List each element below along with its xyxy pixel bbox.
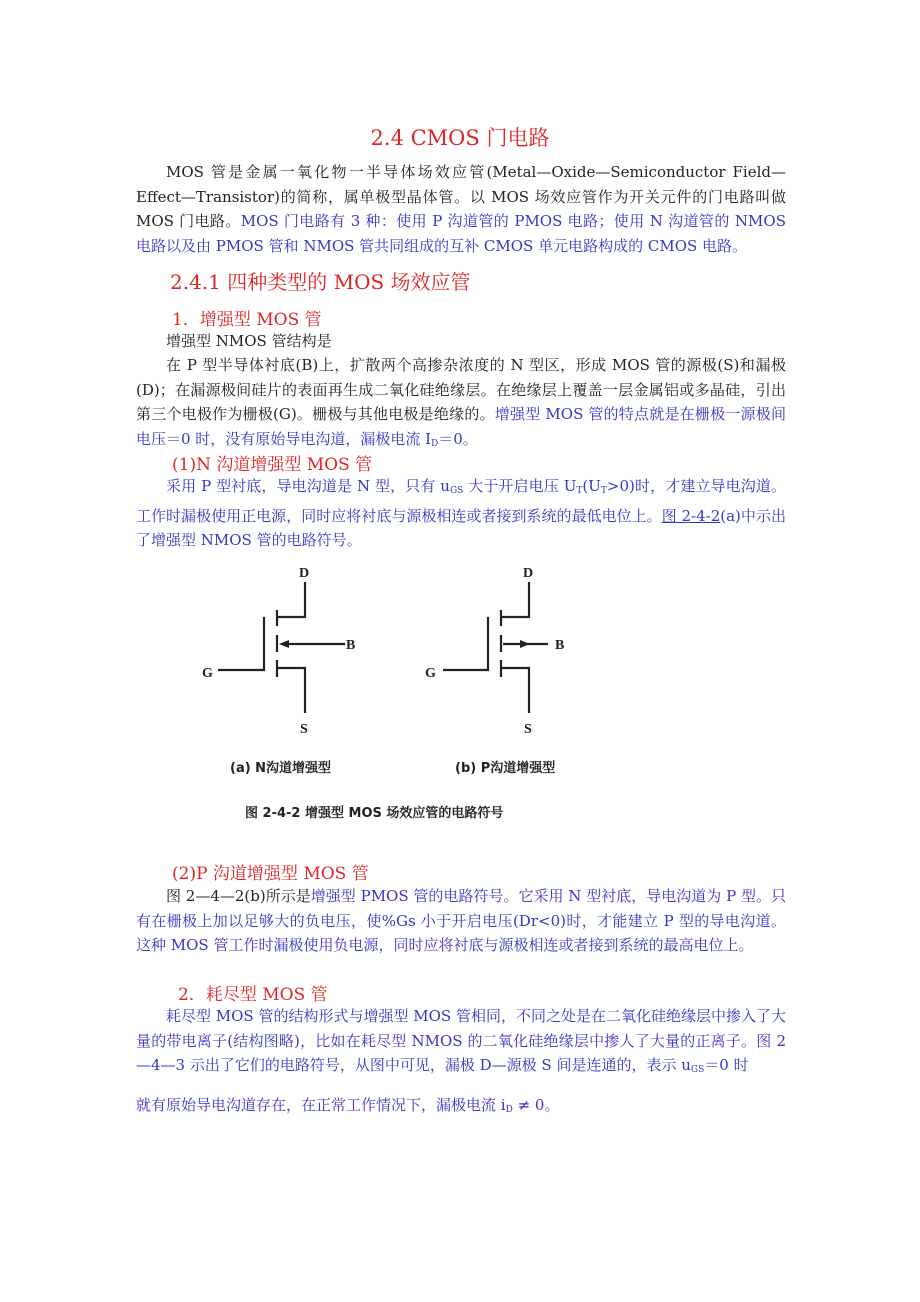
enh-highlight-end: ＝0。 bbox=[438, 429, 478, 448]
drain-lead bbox=[277, 582, 305, 617]
drain-lead bbox=[501, 582, 529, 617]
highlight: 增强型 PMOS 管的电路符号。它采用 N 型衬底，导电沟道为 P 型。只有在栅极上加以足够大的负电压，使%Gs 小于开启电压(Dr<0)时，才能建立 P 型的导电沟道。这种 MOS 管工作时漏极使用负电源，同时应将衬底与源极相连或者接到系统的最高电位上。 bbox=[136, 887, 786, 954]
text: 就有原始导电沟道存在，在正常工作情况下，漏极电流 i bbox=[136, 1096, 506, 1114]
dep-paragraph bbox=[136, 1004, 786, 1083]
label-s: S bbox=[300, 722, 308, 737]
label-b: B bbox=[346, 638, 356, 653]
text: 大于开启电压 U bbox=[463, 477, 577, 495]
intro-text: MOS 管是金属一氧化物一半导体场效应管(Metal—Oxide—Semiconductor Field—Effect—Transistor)的简称，属单极型晶体管。以 MOS 场效应管作为开关元件的门电路叫做 MOS 门电路。 bbox=[136, 163, 786, 230]
source-lead bbox=[277, 668, 305, 713]
label-g: G bbox=[425, 666, 436, 681]
caption-b: (b) P沟道增强型 bbox=[455, 761, 556, 776]
arrow-out-icon bbox=[520, 640, 530, 648]
text: (a)中示出了增强型 NMOS 管的电路符号。 bbox=[136, 506, 786, 549]
source-lead bbox=[501, 668, 529, 713]
subscript: GS bbox=[449, 486, 464, 496]
text: ＝0 时 bbox=[704, 1056, 749, 1074]
subscript: T bbox=[600, 486, 607, 496]
section-heading-2-4-1: 2.4.1 四种类型的 MOS 场效应管 bbox=[170, 270, 471, 294]
label-d: D bbox=[299, 566, 310, 581]
heading-depletion-mos: 2．耗尽型 MOS 管 bbox=[178, 985, 328, 1005]
enh-highlight-text: 增强型 MOS 管的特点就是在栅极一源极间电压＝0 时，没有原始导电沟道，漏极电流 I bbox=[136, 405, 786, 448]
label-d: D bbox=[523, 566, 534, 581]
subscript: T bbox=[576, 486, 583, 496]
text: 采用 P 型衬底，导电沟道是 N 型，只有 u bbox=[166, 477, 450, 495]
subscript: D bbox=[505, 1105, 513, 1115]
enh-text: 在 P 型半导体衬底(B)上，扩散两个高掺杂浓度的 N 型区，形成 MOS 管的源极(S)和漏极(D)；在漏源极间硅片的表面再生成二氧化硅绝缘层。在绝缘层上覆盖一层金属铝或多晶硅，引出第三个电极作为栅极(G)。栅极与其他电极是绝缘的。 bbox=[136, 356, 786, 423]
enh-structure-line: 增强型 NMOS 管结构是 bbox=[166, 332, 332, 350]
pchan-paragraph bbox=[136, 884, 786, 958]
text: 图 2—4—2(b)所示是 bbox=[166, 887, 311, 905]
gate-lead bbox=[218, 617, 264, 670]
text: ≠ 0。 bbox=[512, 1096, 560, 1114]
page-title: 2.4 CMOS 门电路 bbox=[370, 126, 550, 150]
subscript: GS bbox=[690, 1065, 705, 1075]
label-b: B bbox=[555, 638, 565, 653]
heading-enhancement-mos: 1．增强型 MOS 管 bbox=[172, 310, 322, 330]
intro-highlight: MOS 门电路有 3 种：使用 P 沟道管的 PMOS 电路；使用 N 沟道管的 NMOS 电路以及由 PMOS 管和 NMOS 管共同组成的互补 CMOS 单元电路构成的 CMOS 电路。 bbox=[136, 212, 786, 255]
heading-p-channel: (2)P 沟道增强型 MOS 管 bbox=[172, 864, 369, 884]
gate-lead bbox=[443, 617, 488, 670]
label-s: S bbox=[524, 722, 532, 737]
figure-caption: 图 2-4-2 增强型 MOS 场效应管的电路符号 bbox=[245, 806, 504, 821]
text: 耗尽型 MOS 管的结构形式与增强型 MOS 管相同，不同之处是在二氧化硅绝缘层中掺入了大量的带电离子(结构图略)，比如在耗尽型 NMOS 的二氧化硅绝缘层中掺人了大量的正离子。图 2—4—3 示出了它们的电路符号，从图中可见，漏极 D—源极 S 间是连通的，表示 u bbox=[136, 1007, 786, 1074]
text: (U bbox=[582, 477, 601, 495]
label-g: G bbox=[202, 666, 213, 681]
n-channel-symbol bbox=[218, 582, 345, 713]
arrow-in-icon bbox=[279, 640, 289, 648]
subscript: D bbox=[431, 438, 439, 449]
dep-paragraph-end bbox=[136, 1093, 786, 1123]
p-channel-symbol bbox=[443, 582, 548, 713]
text: >0)时，才建立导电沟道。工作时漏极使用正电源，同时应将衬底与源极相连或者接到系统的最低电位上。 bbox=[136, 477, 786, 525]
figure-link[interactable]: 图 2-4-2 bbox=[661, 506, 721, 525]
heading-n-channel: (1)N 沟道增强型 MOS 管 bbox=[172, 455, 373, 475]
caption-a: (a) N沟道增强型 bbox=[230, 761, 332, 776]
